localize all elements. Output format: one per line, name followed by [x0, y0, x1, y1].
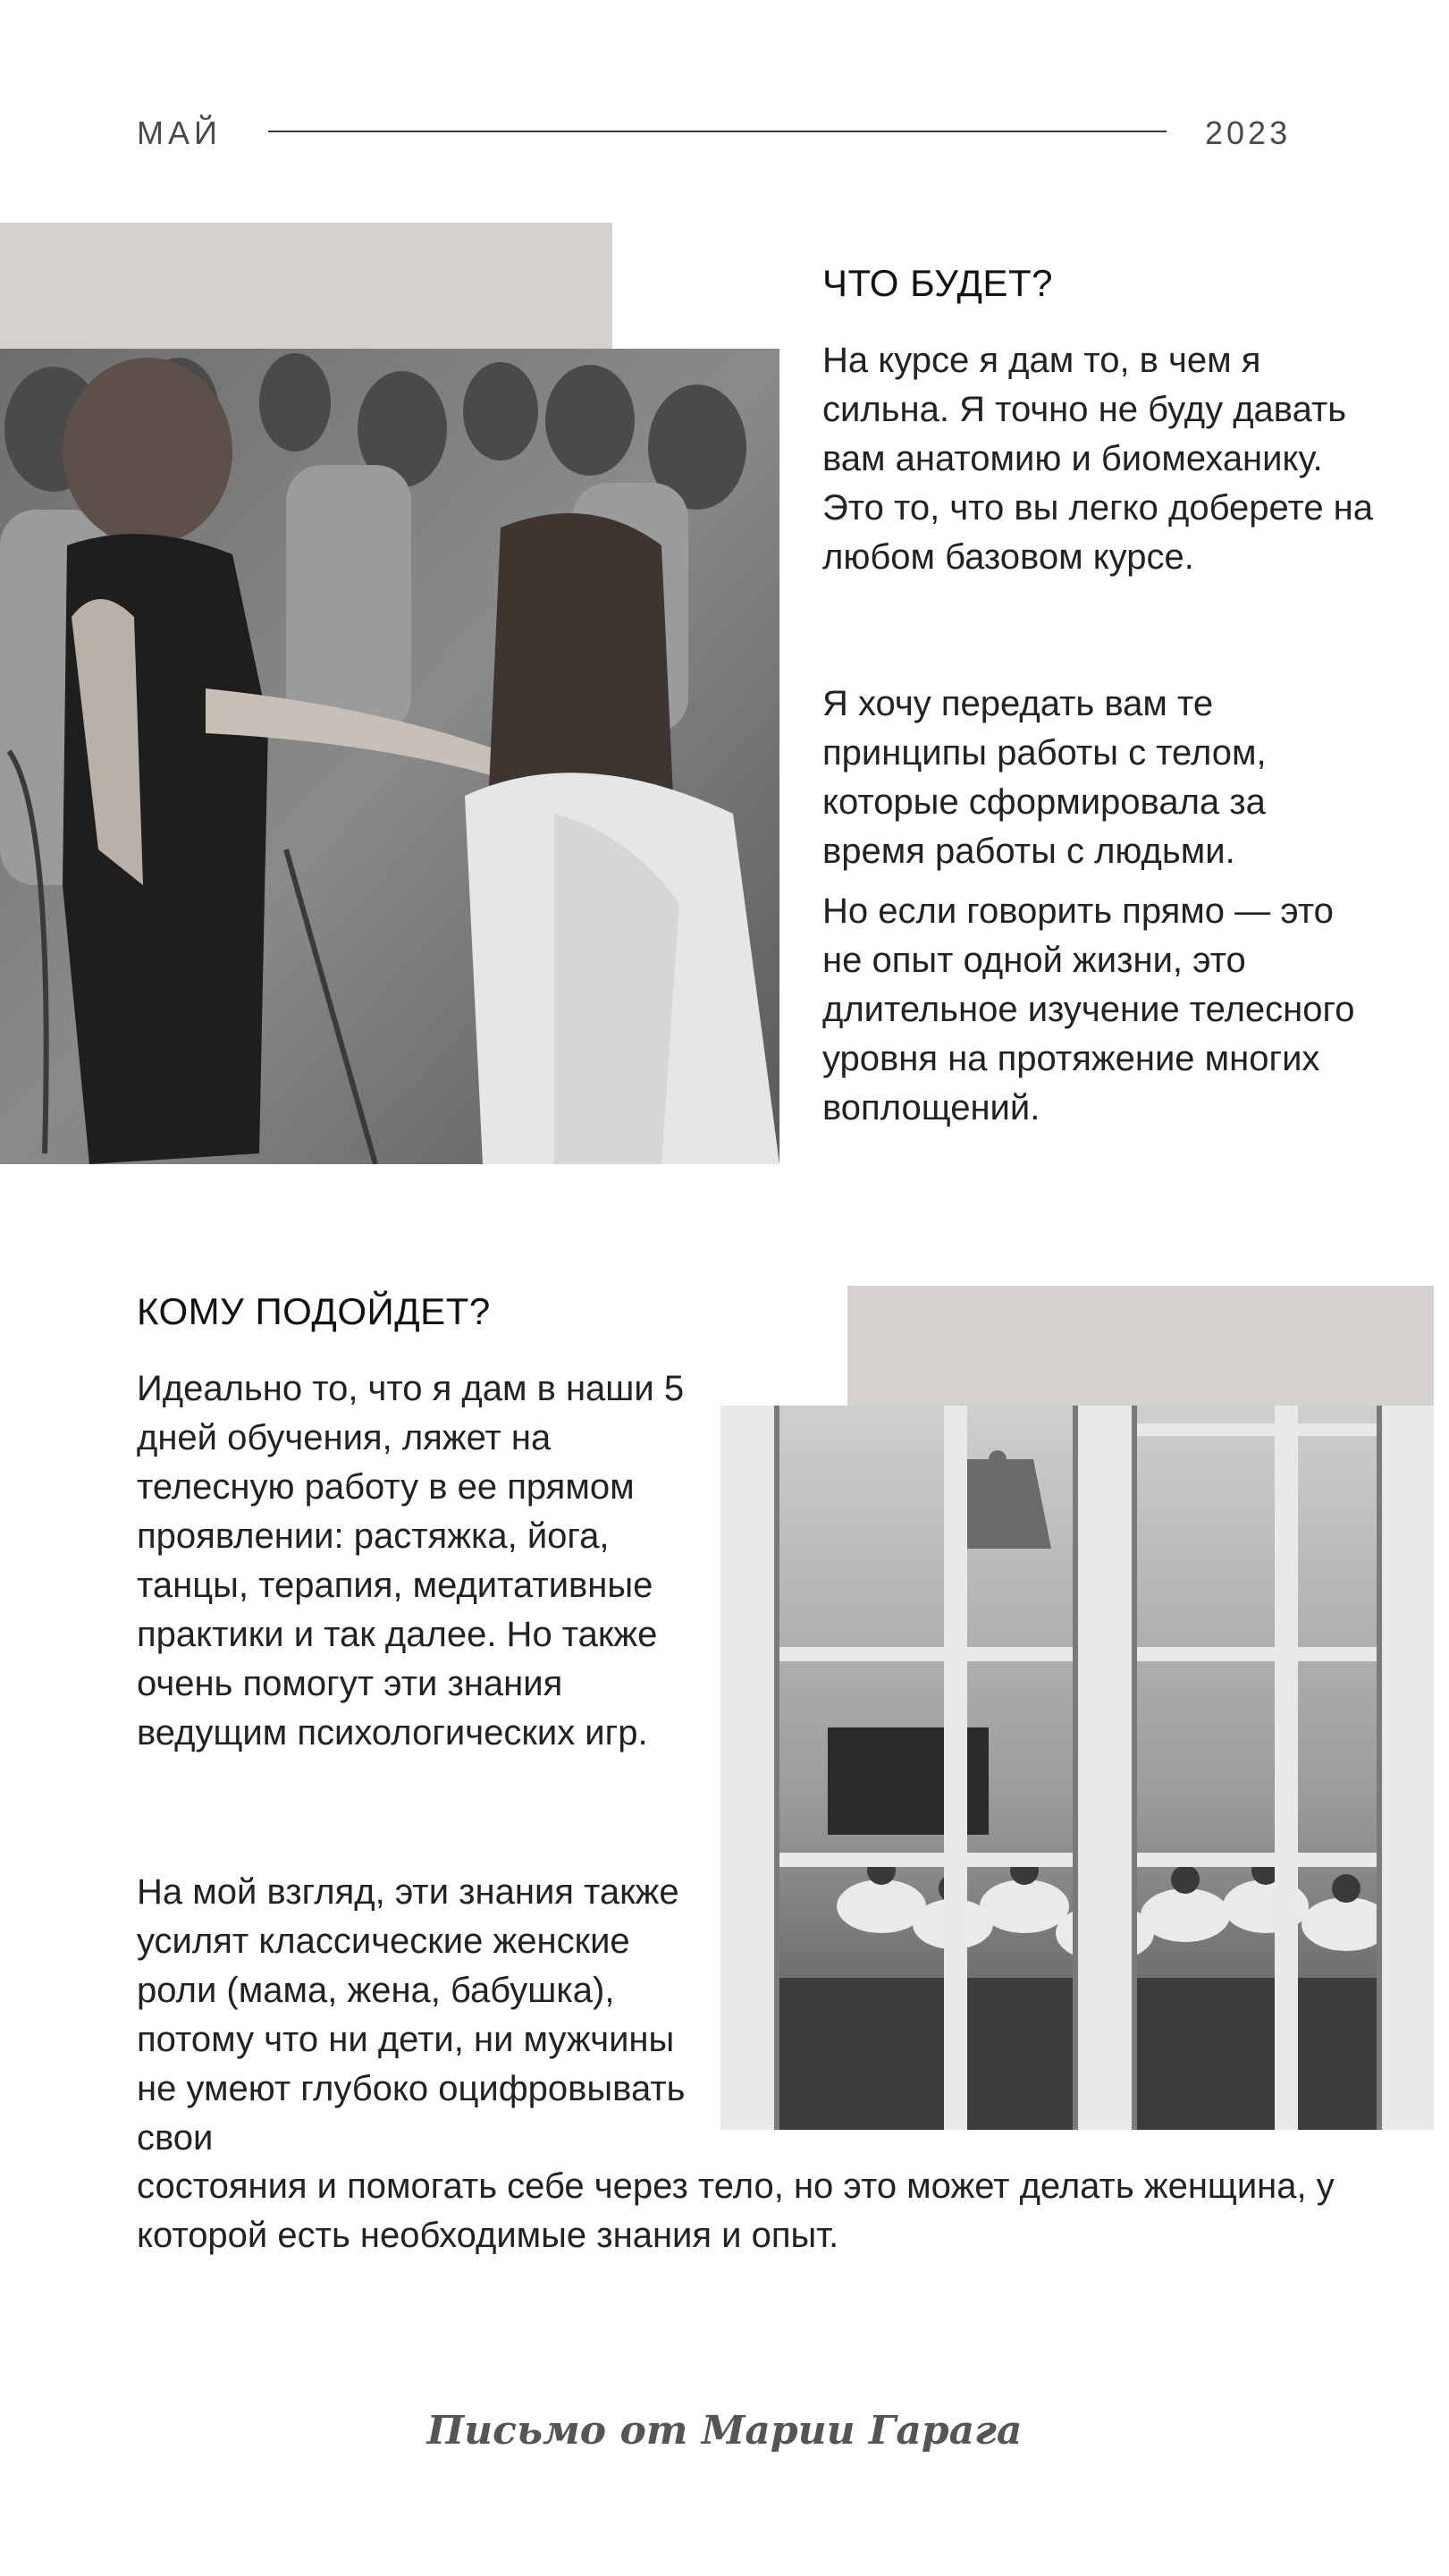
paragraph-what-2: Я хочу передать вам те принципы работы с телом, которые сформировала за время работы с людьми. [822, 684, 1267, 871]
paragraph-who-1: Идеально то, что я дам в наши 5 дней обучения, ляжет на телесную работу в ее прямом проявлении: растяжка, йога, танцы, терапия, медитативные практики и так далее. Но также очень помогут эти знания ведущим психологических игр. [137, 1369, 685, 1753]
paragraph-who-3: состояния и помогать себе через тело, но это может делать женщина, у которой есть необходимые знания и опыт. [137, 2166, 1335, 2255]
section-title-who: КОМУ ПОДОЙДЕТ? [137, 1290, 491, 1332]
paragraph-what-3: Но если говорить прямо — это не опыт одной жизни, это длительное изучение телесного уровня на протяжение многих воплощений. [822, 891, 1355, 1128]
decor-block-bottom [847, 1286, 1434, 1413]
footer-signature: Письмо от Марии Гарага [426, 2408, 1023, 2454]
hall-photo [720, 1406, 1434, 2130]
paragraph-who-2: На мой взгляд, эти знания также усилят классические женские роли (мама, жена, бабушка), потому что ни дети, ни мужчины не умеют глубоко оцифровывать свои [137, 1872, 686, 2158]
header-divider [268, 131, 1167, 132]
paragraph-what-1: На курсе я дам то, в чем я сильна. Я точно не буду давать вам анатомию и биомеханику. Это то, что вы легко доберете на любом базовом курсе. [822, 341, 1374, 577]
header-month: МАЙ [137, 114, 222, 151]
decor-block-top [0, 223, 612, 355]
workshop-photo [0, 349, 779, 1164]
header-year: 2023 [1205, 114, 1292, 151]
section-title-what: ЧТО БУДЕТ? [822, 262, 1053, 304]
